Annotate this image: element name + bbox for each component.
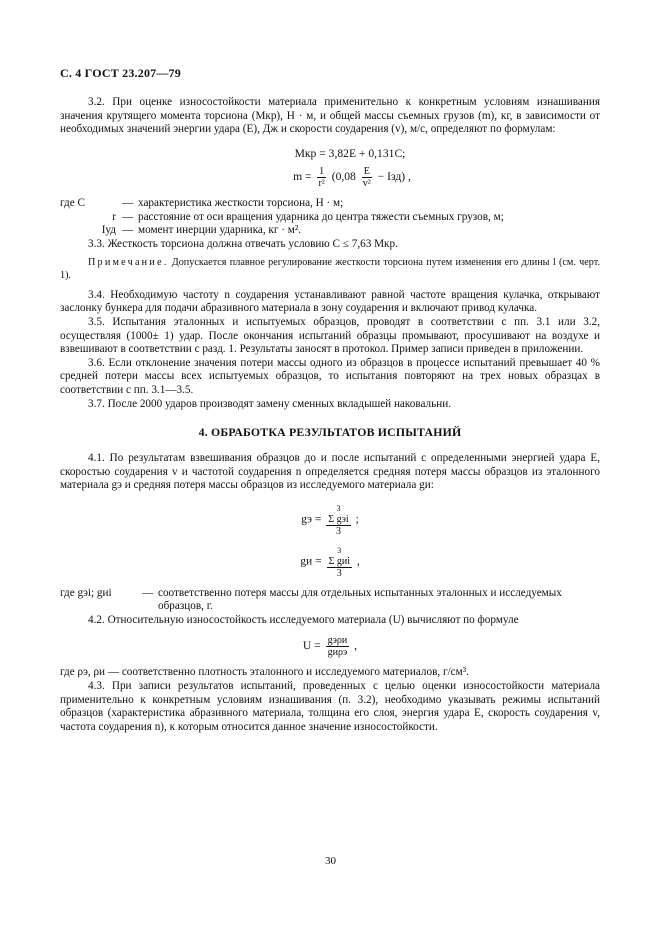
definition-row [60, 224, 600, 237]
formula-m-tail: − Iзд) , [377, 170, 411, 184]
definitions-4-2: где ρэ, ρи — соответственно плотность эталонного и исследуемого материалов, г/см³. [60, 666, 469, 679]
paragraph-3-5: 3.5. Испытания эталонных и испытуемых образцов, проводят в соответствии с пп. 3.1 или 3.2, осуществляя (1000± 1) удар. После окончания испытаний образцы промывают, просушивают на воздухе и взвешивают в соответствии с разд. 1. Результаты заносят в протокол. Пример записи приведен в приложении. [60, 315, 600, 356]
formula-ge-num: Σ gэi [328, 513, 349, 525]
formula-m-frac2-num: E [363, 166, 370, 178]
note-paragraph [60, 257, 600, 283]
formula-ge [60, 503, 600, 537]
formula-m-fraction-2 [361, 166, 373, 189]
formula-gi-den: 3 [336, 567, 342, 579]
formula-gi-sum-limit: 3 [337, 545, 342, 555]
definitions-4-1 [60, 587, 600, 614]
formula-m-fraction [316, 166, 326, 189]
definition-text: момент инерции ударника, кг · м². [138, 224, 301, 237]
note-text: Допускается плавное регулирование жесткости торсиона путем изменения его длины l (см. черт. 1). [60, 257, 601, 281]
formula-gi [60, 545, 600, 579]
formula-u-fraction [326, 635, 350, 658]
definition-symbol: где gэi; gиi [60, 586, 112, 599]
page-number: 30 [325, 855, 336, 867]
definition-symbol: Iуд [101, 224, 116, 237]
formula-ge-den: 3 [335, 525, 341, 537]
paragraph-3-2: 3.2. При оценке износостойкости материала применительно к конкретным условиям изнашивания значения крутящего момента торсиона (Mкр), Н · м, и общей массы съемных грузов (m), кг, в зависимости от необходимых значений энергии удара (E), Дж и скорости соударения (v), м/с, определяют по формулам: [60, 96, 600, 136]
definition-dash: — [122, 224, 134, 237]
formula-m [60, 166, 600, 189]
definition-row [60, 197, 600, 210]
paragraph-4-2: 4.2. Относительную износостойкость исследуемого материала (U) вычисляют по формуле [88, 613, 519, 626]
page-header: С. 4 ГОСТ 23.207—79 [60, 66, 181, 80]
definition-dash: — [122, 197, 134, 210]
note-label: Примечание. [88, 257, 169, 269]
definition-text: характеристика жесткости торсиона, Н · м; [138, 197, 344, 210]
formula-u [60, 635, 600, 658]
definition-symbol: где C [60, 197, 85, 210]
formula-gi-lhs: gи = [300, 554, 322, 568]
formula-ge-fraction [326, 503, 350, 537]
definition-text: расстояние от оси вращения ударника до центра тяжести съемных грузов, м; [138, 210, 504, 223]
definition-text: соответственно потеря массы для отдельных испытанных эталонных и исследуемых образцов, г. [158, 586, 562, 613]
definitions-list [60, 197, 600, 237]
formula-u-num: gэρи [327, 635, 348, 647]
formula-m-frac-den: r² [318, 178, 325, 190]
formula-mkr: Mкр = 3,82E + 0,131C; [294, 146, 406, 160]
formula-ge-end: ; [355, 512, 359, 526]
formula-gi-end: , [356, 554, 360, 568]
document-body [60, 96, 600, 734]
section-4-title: 4. ОБРАБОТКА РЕЗУЛЬТАТОВ ИСПЫТАНИЙ [198, 425, 462, 440]
formula-u-den: gиρэ [327, 647, 348, 659]
formula-m-frac-num: 1 [319, 166, 325, 178]
formula-gi-fraction [327, 545, 352, 579]
definition-dash: — [122, 210, 134, 223]
formula-m-mid: (0,08 [331, 170, 356, 184]
paragraph-3-4: 3.4. Необходимую частоту n соударения устанавливают равной частоте вращения кулачка, открывают заслонку бункера для подачи абразивного материала в зону соударения и включают привод кулачка. [60, 288, 600, 315]
formula-ge-sum-limit: 3 [336, 503, 341, 513]
definition-row [60, 587, 600, 614]
paragraph-4-1: 4.1. По результатам взвешивания образцов до и после испытаний с определенными энергией удара E, скоростью соударения v и частотой соударения n определяется средняя потеря массы образцов из эталонного материала gэ и средняя потеря массы образцов из исследуемого материала gи: [60, 452, 600, 492]
formula-m-lhs: m = [293, 170, 312, 184]
formula-u-lhs: U = [302, 639, 321, 653]
paragraph-4-3: 4.3. При записи результатов испытаний, проведенных с целью оценки износостойкости материала применительно к конкретным условиям изнашивания (п. 3.2), необходимо указывать режимы испытаний образцов (характеристика абразивного материала, толщина его слоя, энергия удара E, скорость соударения v, частота соударения n), к которым относится данное значение износостойкости. [60, 679, 600, 733]
formula-gi-num: Σ gиi [328, 555, 350, 567]
definition-dash: — [142, 586, 154, 599]
definition-symbol: r [112, 210, 116, 223]
formula-u-end: , [354, 639, 358, 653]
formula-ge-lhs: gэ = [301, 512, 322, 526]
definition-row [60, 211, 600, 224]
formula-m-frac2-den: v² [362, 178, 371, 190]
paragraph-3-3: 3.3. Жесткость торсиона должна отвечать условию C ≤ 7,63 Mкр. [88, 237, 398, 250]
paragraph-3-7: 3.7. После 2000 ударов производят замену сменных вкладышей наковальни. [88, 397, 452, 410]
paragraph-3-6: 3.6. Если отклонение значения потери массы одного из образцов в процессе испытаний превышает 40 % средней потери массы всех испытуемых образцов, то испытания повторяют на трех новых образцах в соответствии с пп. 3.1—3.5. [60, 356, 600, 396]
